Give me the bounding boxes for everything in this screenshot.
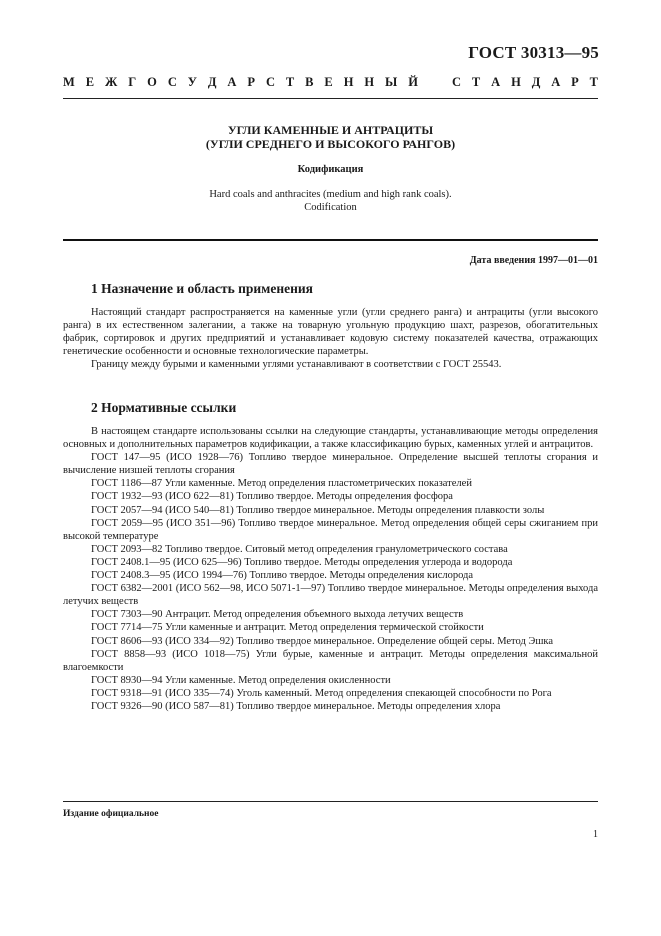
normative-reference: ГОСТ 2059—95 (ИСО 351—96) Топливо твердое минеральное. Метод определения общей серы сжиганием при высокой температуре: [63, 517, 598, 542]
normative-reference: ГОСТ 7714—75 Угли каменные и антрацит. Метод определения термической стойкости: [91, 622, 484, 634]
normative-reference: ГОСТ 9326—90 (ИСО 587—81) Топливо твердое минеральное. Методы определения хлора: [91, 700, 501, 712]
header-rule: [63, 98, 598, 99]
document-subtitle: Кодификация: [297, 164, 364, 175]
standard-number: ГОСТ 30313—95: [468, 43, 599, 62]
normative-reference: ГОСТ 1932—93 (ИСО 622—81) Топливо твердое. Методы определения фосфора: [91, 491, 453, 503]
normative-reference: ГОСТ 1186—87 Угли каменные. Метод определения пластометрических показателей: [91, 478, 472, 490]
english-title-line-1: Hard coals and anthracites (medium and high rank coals).: [209, 189, 452, 200]
banner-word-interstate: М Е Ж Г О С У Д А Р С Т В Е Н Н Ы Й: [63, 75, 418, 89]
normative-reference: ГОСТ 2408.3—95 (ИСО 1994—76) Топливо твердое. Методы определения кислорода: [91, 570, 474, 582]
section-1-paragraph: Настоящий стандарт распространяется на каменные угли (угли среднего ранга) и антрациты (угли высокого ранга) в их естественном залегании, а также на товарную угольную продукцию шахт, разрезов, обогатительных фабрик, сортировок и других предприятий и устанавливает кодовую систему показателей качества, отражающих генетические особенности и основные технологические параметры.: [63, 307, 598, 358]
normative-reference: ГОСТ 9318—91 (ИСО 335—74) Уголь каменный. Метод определения спекающей способности по Рога: [91, 687, 552, 699]
title-line-1: УГЛИ КАМЕННЫЕ И АНТРАЦИТЫ: [227, 123, 434, 137]
title-line-2: (УГЛИ СРЕДНЕГО И ВЫСОКОГО РАНГОВ): [205, 137, 456, 151]
interstate-standard-banner: [63, 75, 598, 90]
page-number: 1: [593, 829, 598, 840]
section-2-heading: 2 Нормативные ссылки: [91, 400, 237, 415]
section-1-body: [63, 306, 598, 371]
footer-rule: [63, 801, 598, 802]
normative-reference: ГОСТ 7303—90 Антрацит. Метод определения объемного выхода летучих веществ: [91, 609, 464, 621]
normative-reference: ГОСТ 8606—93 (ИСО 334—92) Топливо твердое минеральное. Определение общей серы. Метод Эшка: [91, 635, 554, 647]
normative-reference: ГОСТ 6382—2001 (ИСО 562—98, ИСО 5071-1—97) Топливо твердое минеральное. Методы определения выхода летучих веществ: [63, 583, 598, 608]
normative-reference: ГОСТ 2408.1—95 (ИСО 625—96) Топливо твердое. Методы определения углерода и водорода: [91, 556, 513, 568]
section-2-body: [63, 425, 598, 713]
normative-reference: ГОСТ 8930—94 Угли каменные. Метод определения окисленности: [91, 674, 391, 686]
banner-word-standard: С Т А Н Д А Р Т: [452, 75, 598, 89]
normative-reference: ГОСТ 8858—93 (ИСО 1018—75) Угли бурые, каменные и антрацит. Методы определения максимальной влагоемкости: [63, 648, 598, 673]
normative-reference: ГОСТ 147—95 (ИСО 1928—76) Топливо твердое минеральное. Определение высшей теплоты сгорания и вычисление низшей теплоты сгорания: [63, 452, 598, 477]
document-title: [63, 123, 598, 151]
title-rule: [63, 239, 598, 241]
section-1-heading: 1 Назначение и область применения: [91, 281, 313, 296]
normative-reference: ГОСТ 2057—94 (ИСО 540—81) Топливо твердое минеральное. Методы определения плавкости золы: [91, 504, 545, 516]
english-title-line-2: Codification: [304, 202, 357, 213]
section-1-paragraph: Границу между бурыми и каменными углями устанавливают в соответствии с ГОСТ 25543.: [91, 359, 502, 371]
section-2-paragraph: В настоящем стандарте использованы ссылки на следующие стандарты, устанавливающие методы определения основных и дополнительных параметров кодификации, а также классификацию бурых, каменных углей и антрацитов.: [63, 426, 598, 451]
official-edition-note: Издание официальное: [63, 809, 159, 819]
introduction-date: Дата введения 1997—01—01: [469, 255, 598, 266]
english-title: [63, 188, 598, 214]
normative-reference: ГОСТ 2093—82 Топливо твердое. Ситовый метод определения гранулометрического состава: [91, 543, 508, 555]
